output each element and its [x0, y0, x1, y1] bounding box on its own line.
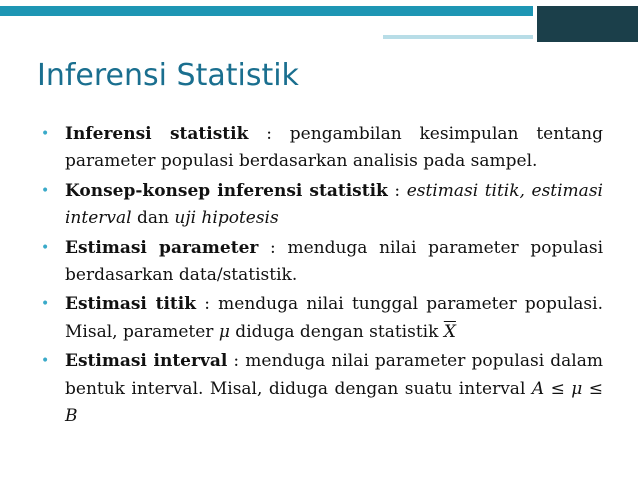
bullet-inferensi-statistik — [40, 121, 603, 176]
bullet-term: Estimasi parameter — [65, 237, 259, 258]
accent-bar-light — [383, 35, 533, 39]
accent-bar-teal — [0, 6, 533, 16]
bullet-text: menduga nilai parameter populasi berdasarkan data/statistik. — [65, 237, 604, 286]
bullet-term: Konsep-konsep inferensi statistik — [65, 180, 388, 201]
bullet-dot-icon: • — [41, 182, 50, 199]
bullet-separator: : — [196, 294, 219, 315]
bullet-dot-icon: • — [41, 353, 50, 370]
bullet-term: Estimasi titik — [65, 294, 196, 315]
bullet-separator: : — [258, 237, 288, 258]
bullet-separator: : — [387, 180, 407, 201]
bullet-dot-icon: • — [41, 239, 50, 256]
bullet-konsep-konsep — [40, 178, 603, 233]
bullet-text: pengambilan kesimpulan tentang parameter populasi berdasarkan analisis pada sampel. — [65, 124, 603, 172]
accent-bar-dark — [537, 6, 638, 42]
bullet-dot-icon: • — [41, 296, 50, 313]
bullet-estimasi-interval — [40, 348, 603, 430]
bullet-term: Estimasi interval — [65, 351, 228, 372]
bullet-separator: : — [248, 124, 290, 144]
mu-symbol: μ — [218, 321, 230, 342]
bullet-estimasi-parameter — [40, 235, 603, 290]
bullet-text: dan — [131, 208, 175, 229]
bullet-list — [40, 121, 603, 430]
top-decor-bar — [0, 0, 638, 48]
interval-formula: A ≤ μ ≤ B — [65, 378, 603, 427]
bullet-text: menduga nilai tunggal parameter populasi. Misal, parameter — [65, 294, 603, 342]
bullet-italic-text: uji hipotesis — [174, 208, 279, 229]
bullet-text: diduga dengan statistik — [229, 321, 444, 342]
bullet-dot-icon: • — [41, 126, 50, 142]
bullet-term: Inferensi statistik — [65, 124, 249, 144]
slide-title: Inferensi Statistik — [37, 58, 299, 93]
bullet-separator: : — [227, 351, 246, 372]
bullet-estimasi-titik — [40, 291, 603, 346]
bullet-text: menduga nilai parameter populasi dalam bentuk interval. Misal, diduga dengan suatu interval — [65, 351, 603, 399]
bullet-italic-text: estimasi titik, estimasi interval — [65, 180, 603, 229]
x-bar-symbol: $\overline{X}$ — [443, 321, 456, 342]
